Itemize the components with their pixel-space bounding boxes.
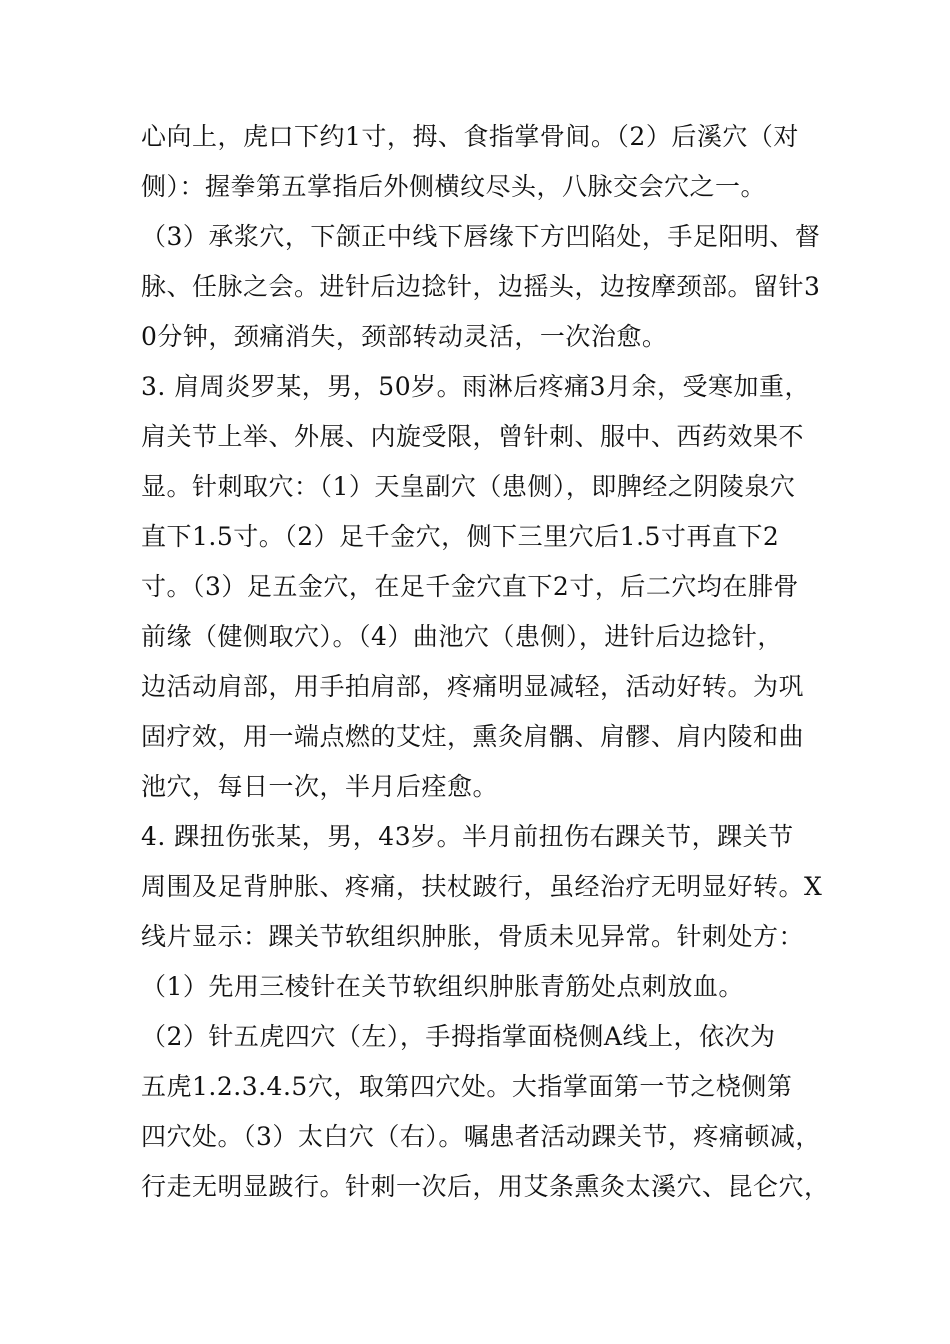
text-line: 五虎1.2.3.4.5穴，取第四穴处。大指掌面第一节之桡侧第 [141, 1072, 793, 1101]
text-line: 脉、任脉之会。进针后边捻针，边摇头，边按摩颈部。留针3 [141, 272, 821, 301]
text-line: 寸。（3）足五金穴，在足千金穴直下2寸，后二穴均在腓骨 [141, 572, 799, 601]
text-line: 固疗效，用一端点燃的艾炷，熏灸肩髃、肩髎、肩内陵和曲 [141, 722, 805, 751]
text-line: 边活动肩部，用手拍肩部，疼痛明显减轻，活动好转。为巩 [141, 672, 805, 701]
text-line: 行走无明显跛行。针刺一次后，用艾条熏灸太溪穴、昆仑穴， [141, 1172, 830, 1201]
text-line: 池穴，每日一次，半月后痊愈。 [141, 772, 499, 801]
text-line: 0分钟，颈痛消失，颈部转动灵活，一次治愈。 [141, 322, 668, 351]
text-line: 4. 踝扭伤张某，男，43岁。半月前扭伤右踝关节，踝关节 [141, 822, 794, 851]
text-line: 前缘（健侧取穴）。（4）曲池穴（患侧），进针后边捻针， [141, 622, 783, 651]
text-line: （1）先用三棱针在关节软组织肿胀青筋处点刺放血。 [141, 972, 744, 1001]
text-line: 心向上，虎口下约1寸，拇、食指掌骨间。（2）后溪穴（对 [141, 122, 799, 151]
text-line: 周围及足背肿胀、疼痛，扶杖跛行，虽经治疗无明显好转。X [141, 872, 823, 901]
text-line: 直下1.5寸。（2）足千金穴，侧下三里穴后1.5寸再直下2 [141, 522, 780, 551]
body-text [141, 112, 831, 1212]
text-line: （3）承浆穴，下颌正中线下唇缘下方凹陷处，手足阳明、督 [141, 222, 821, 251]
text-line: 显。针刺取穴：（1）天皇副穴（患侧），即脾经之阴陵泉穴 [141, 472, 796, 501]
text-line: （2）针五虎四穴（左），手拇指掌面桡侧A线上，依次为 [141, 1022, 776, 1051]
text-line: 3. 肩周炎罗某，男，50岁。雨淋后疼痛3月余，受寒加重， [141, 372, 811, 401]
text-line: 四穴处。（3）太白穴（右）。嘱患者活动踝关节，疼痛顿减， [141, 1122, 821, 1151]
text-line: 侧）：握拳第五掌指后外侧横纹尽头，八脉交会穴之一。 [141, 172, 767, 201]
text-line: 线片显示：踝关节软组织肿胀，骨质未见异常。针刺处方： [141, 922, 805, 951]
text-line: 肩关节上举、外展、内旋受限，曾针刺、服中、西药效果不 [141, 422, 805, 451]
